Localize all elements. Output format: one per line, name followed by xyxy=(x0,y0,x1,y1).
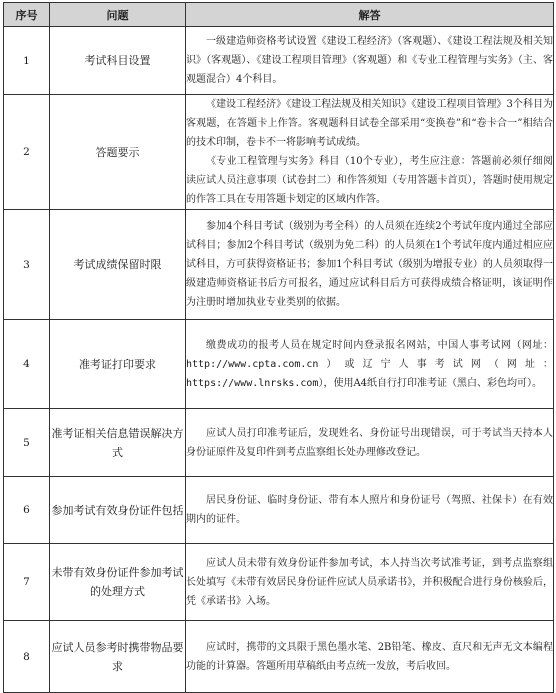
header-row xyxy=(4,3,554,27)
answer-text: 缴费成功的报考人员在规定时间内登录报名网站，中国人事考试网（网址： xyxy=(206,339,553,351)
answer-text: ）或辽宁人事考试网（网址： xyxy=(318,358,553,370)
row-answer xyxy=(186,409,554,477)
row-answer xyxy=(186,27,554,95)
row-number: 3 xyxy=(4,210,50,320)
row-number: 8 xyxy=(4,621,50,693)
answer-paragraph: 一级建造师资格考试设置《建设工程经济》（客观题）、《建设工程法规及相关知识》（客观题）、《建设工程项目管理》（客观题）和《专业工程管理与实务》（主、客观题混合）4个科目。 xyxy=(186,36,553,85)
answer-paragraph xyxy=(186,336,553,393)
row-answer xyxy=(186,544,554,621)
row-question: 考试成绩保留时限 xyxy=(50,210,186,320)
row-question: 未带有效身份证件参加考试的处理方式 xyxy=(50,544,186,621)
answer-paragraph: 《建设工程经济》《建设工程法规及相关知识》《建设工程项目管理》3个科目为客观题，在答题卡上作答。客观题科目试卷全部采用“变换卷”和“卷卡合一”相结合的技术印制，卷卡不一将影响考试成绩。 xyxy=(186,99,553,148)
row-question: 答题要示 xyxy=(50,95,186,210)
row-answer xyxy=(186,621,554,693)
row-question: 参加考试有效身份证件包括 xyxy=(50,477,186,544)
row-answer xyxy=(186,210,554,320)
cpta-link[interactable]: http://www.cpta.com.cn xyxy=(186,358,319,370)
row-answer xyxy=(186,95,554,210)
table-row xyxy=(4,95,554,210)
row-number: 4 xyxy=(4,320,50,409)
row-number: 7 xyxy=(4,544,50,621)
answer-paragraph: 应试人员打印准考证后，发现姓名、身份证号出现错误，可于考试当天持本人身份证原件及复印件到考点监察组长处办理修改登记。 xyxy=(186,427,553,458)
table-row xyxy=(4,621,554,693)
table-row xyxy=(4,320,554,409)
row-number: 1 xyxy=(4,27,50,95)
table-row xyxy=(4,544,554,621)
answer-paragraph: 《专业工程管理与实务》科目（10个专业），考生应注意：答题前必须仔细阅读应试人员注意事项（试卷封二）和作答须知（专用答题卡首页），答题时使用规定的作答工具在专用答题卡划定的区域内作答。 xyxy=(186,156,553,205)
row-number: 5 xyxy=(4,409,50,477)
header-number: 序号 xyxy=(4,3,50,27)
header-question: 问题 xyxy=(50,3,186,27)
row-number: 6 xyxy=(4,477,50,544)
answer-paragraph: 应试时，携带的文具限于黑色墨水笔、2B铅笔、橡皮、直尺和无声无文本编程功能的计算器。答题所用草稿纸由考点统一发放，考后收回。 xyxy=(186,641,553,672)
table-row xyxy=(4,409,554,477)
answer-text: ），使用A4纸自行打印准考证（黑白、彩色均可）。 xyxy=(318,377,543,389)
answer-paragraph: 居民身份证、临时身份证、带有本人照片和身份证号（驾照、社保卡）在有效期内的证件。 xyxy=(186,495,553,525)
lnrsks-link[interactable]: https://www.lnrsks.com xyxy=(186,377,319,389)
answer-paragraph: 参加4个科目考试（级别为考全科）的人员须在连续2个考试年度内通过全部应试科目；参加2个科目考试（级别为免二科）的人员须在1个考试年度内通过相应应试科目，方可获得资格证书；参加1个科目考试（级别为增报专业）的人员须取得一级建造师资格证书后方可报名，通过应试科目后方可获得成绩合格证明，该证明作为注册时增加执业专业类别的依据。 xyxy=(186,221,553,308)
row-question: 准考证相关信息错误解决方式 xyxy=(50,409,186,477)
row-question: 准考证打印要求 xyxy=(50,320,186,409)
header-answer: 解答 xyxy=(186,3,554,27)
table-row xyxy=(4,27,554,95)
row-answer xyxy=(186,477,554,544)
row-answer xyxy=(186,320,554,409)
table-row xyxy=(4,210,554,320)
row-question: 考试科目设置 xyxy=(50,27,186,95)
row-number: 2 xyxy=(4,95,50,210)
row-question: 应试人员参考时携带物品要求 xyxy=(50,621,186,693)
table-row xyxy=(4,477,554,544)
faq-table xyxy=(3,2,554,693)
answer-paragraph: 应试人员未带有效身份证件参加考试，本人持当次考试准考证，到考点监察组长处填写《未带有效居民身份证件应试人员承诺书》，并积极配合进行身份核验后，凭《承诺书》入场。 xyxy=(186,557,553,607)
